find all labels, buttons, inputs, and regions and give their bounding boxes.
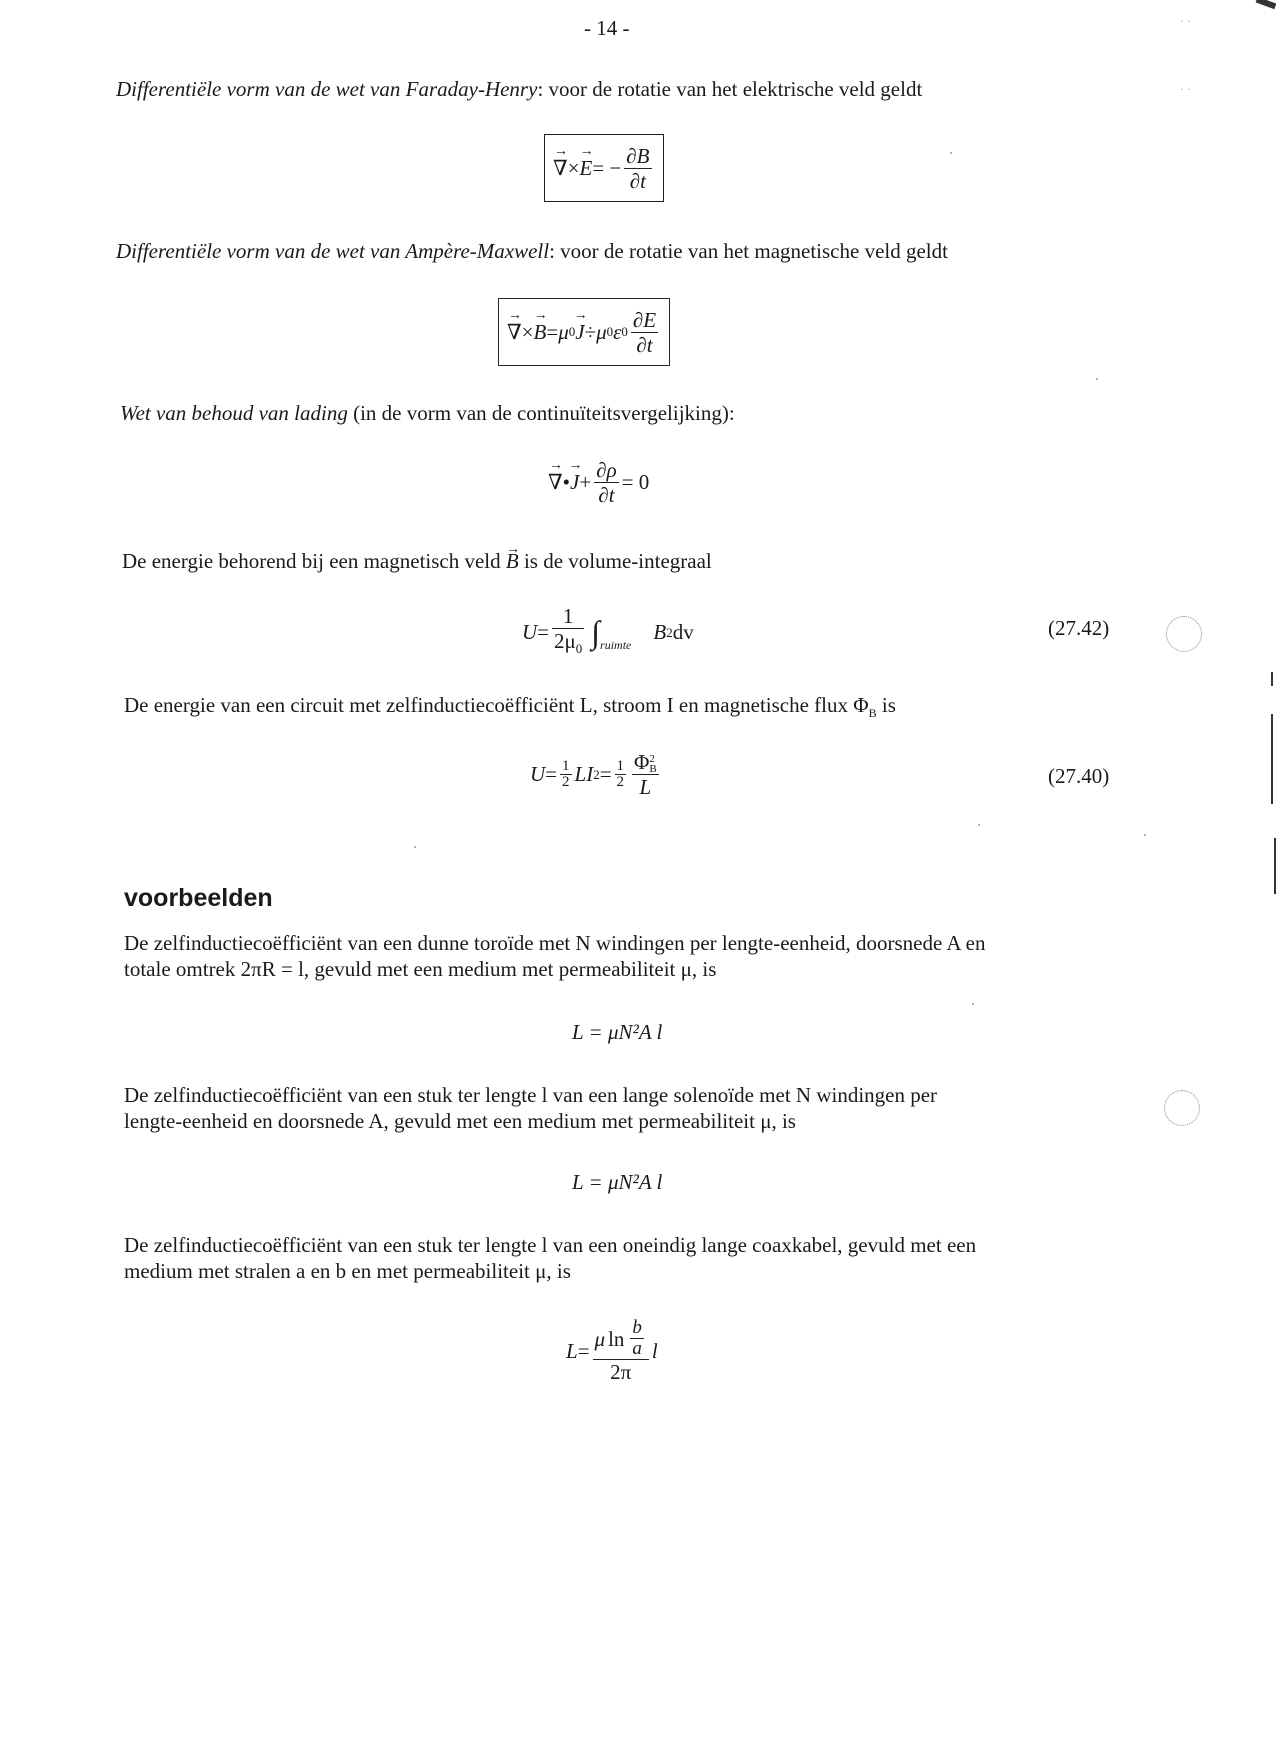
subscript-0: 0 <box>568 324 576 339</box>
den-text: 2μ <box>554 629 576 653</box>
equation-number-27-42: (27.42) <box>1048 616 1110 640</box>
scan-corner-mark <box>1256 0 1276 9</box>
equals-symbol: = <box>546 319 559 344</box>
scan-artifact: · · <box>1180 14 1191 28</box>
faraday-paragraph <box>116 76 922 103</box>
continuity-text: (in de vorm van de continuïteitsvergelijking): <box>347 401 735 425</box>
J-vector: → J <box>575 320 584 345</box>
U-symbol: U <box>530 762 546 787</box>
subscript-0: 0 <box>621 324 628 339</box>
continuity-fraction <box>594 458 618 507</box>
continuity-equation <box>548 458 649 507</box>
half-fraction <box>560 759 572 790</box>
example2-equation: L = μN²A l <box>572 1170 663 1194</box>
energy-field-text: De energie behorend bij een magnetisch veld <box>122 549 506 573</box>
example3-line2: medium met stralen a en b en met permeabiliteit μ, is <box>124 1259 571 1283</box>
B-vector: → B <box>506 548 519 575</box>
subscript-0: 0 <box>575 641 583 657</box>
fraction-denominator: ∂t <box>629 168 646 193</box>
example2-line2: lengte-eenheid en doorsnede A, gevuld met een medium met permeabiliteit μ, is <box>124 1109 796 1133</box>
nabla-symbol: → ∇ <box>548 470 563 495</box>
half-fraction <box>615 759 627 790</box>
fraction-numerator: 1 <box>616 758 625 775</box>
integral-symbol: ∫ <box>591 614 601 651</box>
phi-symbol: Φ <box>634 750 650 774</box>
J-vector: → J <box>570 470 579 495</box>
energy-circuit-text: De energie van een circuit met zelfinductiecoëfficiënt L, stroom I en magnetische flux Φ <box>124 693 869 717</box>
fraction-denominator: ∂t <box>598 483 615 507</box>
page-number: - 14 - <box>584 16 630 40</box>
fraction-denominator: 2π <box>610 1360 632 1384</box>
equals-zero: = 0 <box>621 470 650 494</box>
speck <box>950 152 952 154</box>
fraction-denominator: a <box>632 1338 642 1359</box>
fraction-numerator: b <box>632 1317 642 1338</box>
energy-field-equation <box>522 604 694 661</box>
ampere-equation <box>498 298 670 366</box>
equals-symbol: = <box>599 762 612 787</box>
fraction-numerator: ∂ρ <box>596 458 617 482</box>
faraday-equation <box>544 134 664 202</box>
fraction-denominator: 2 <box>616 774 625 791</box>
fraction-numerator: ∂B <box>626 143 650 168</box>
B-symbol: B <box>653 620 667 645</box>
fraction-denominator: ∂t <box>636 332 653 357</box>
speck <box>978 824 980 826</box>
continuity-title: Wet van behoud van lading <box>120 401 348 425</box>
fraction-numerator <box>593 1318 649 1360</box>
coax-fraction <box>593 1318 649 1384</box>
mu-symbol: μ <box>594 1326 606 1351</box>
equals-minus: = − <box>592 155 622 180</box>
fraction-denominator: L <box>639 775 652 800</box>
ln-symbol: ln <box>608 1326 625 1351</box>
fraction-numerator: ∂E <box>632 307 657 332</box>
scan-edge-line <box>1271 672 1273 686</box>
fraction-numerator: 1 <box>552 604 584 629</box>
U-symbol: U <box>522 620 538 645</box>
ampere-title: Differentiële vorm van de wet van Ampère-Maxwell <box>116 239 550 263</box>
speck <box>1144 834 1146 836</box>
scan-edge-line <box>1274 838 1276 894</box>
plus-symbol: ÷ <box>584 319 597 344</box>
example1-equation: L = μN²A l <box>572 1020 663 1044</box>
fraction-denominator <box>552 629 584 661</box>
scan-hole-mark <box>1166 616 1202 652</box>
scan-edge-line <box>1271 714 1273 804</box>
scan-hole-mark <box>1164 1090 1200 1126</box>
equals-symbol: = <box>537 620 550 645</box>
times-symbol: × <box>567 155 580 180</box>
example3-equation <box>566 1318 658 1384</box>
faraday-text: : voor de rotatie van het elektrische veld geldt <box>537 77 923 101</box>
speck <box>972 1003 974 1005</box>
fraction-denominator: 2 <box>562 774 570 791</box>
nabla-symbol: → ∇ <box>507 320 522 345</box>
subscript-0: 0 <box>606 324 614 339</box>
subscript-B: B <box>649 763 657 776</box>
speck <box>1096 378 1098 380</box>
speck <box>414 846 416 848</box>
dv-symbol: dv <box>672 620 694 645</box>
LI-symbol: LI <box>574 762 594 787</box>
continuity-paragraph <box>120 400 735 427</box>
plus-symbol: + <box>579 470 592 494</box>
faraday-title: Differentiële vorm van de wet van Faraday-Henry <box>116 77 538 101</box>
example1-line1: De zelfinductiecoëfficiënt van een dunne toroïde met N windingen per lengte-eenheid, doorsnede A en <box>124 931 986 955</box>
nabla-symbol: → ∇ <box>553 156 568 181</box>
L-symbol: L <box>566 1338 578 1363</box>
equals-symbol: = <box>577 1338 590 1363</box>
phi-fraction <box>632 750 659 799</box>
scan-artifact: · · <box>1180 82 1191 96</box>
energy-circuit-equation <box>530 750 662 799</box>
B-vector: → B <box>534 320 547 345</box>
fraction-numerator <box>632 750 659 775</box>
energy-field-text-end: is de volume-integraal <box>518 549 712 573</box>
times-symbol: × <box>521 319 534 344</box>
fraction-numerator: 1 <box>562 758 570 775</box>
superscript-2: 2 <box>649 753 655 766</box>
ampere-paragraph <box>116 238 948 265</box>
ampere-text: : voor de rotatie van het magnetische veld geldt <box>549 239 948 263</box>
b-over-a-fraction <box>630 1318 644 1359</box>
l-symbol: l <box>651 1338 658 1363</box>
ampere-fraction <box>631 308 658 357</box>
superscript-2: 2 <box>666 624 673 640</box>
example2-line1: De zelfinductiecoëfficiënt van een stuk ter lengte l van een lange solenoïde met N windingen per <box>124 1083 938 1107</box>
epsilon-symbol: ε <box>613 319 622 344</box>
equals-symbol: = <box>545 762 558 787</box>
example3-line1: De zelfinductiecoëfficiënt van een stuk ter lengte l van een oneindig lange coaxkabel, gevuld met een <box>124 1233 977 1257</box>
energy-circuit-text-end: is <box>876 693 896 717</box>
E-vector: → E <box>580 156 593 181</box>
equation-number-27-40: (27.40) <box>1048 764 1110 788</box>
mu-symbol: μ <box>596 319 607 344</box>
faraday-fraction <box>624 144 651 193</box>
integral-domain: ruimte <box>600 638 632 653</box>
section-heading: voorbeelden <box>124 884 273 912</box>
example1-line2: totale omtrek 2πR = l, gevuld met een medium met permeabiliteit μ, is <box>124 957 717 981</box>
energy-fraction <box>552 604 584 661</box>
energy-circuit-paragraph <box>124 692 896 727</box>
mu-symbol: μ <box>558 319 569 344</box>
dot-symbol: • <box>562 470 571 494</box>
superscript-2: 2 <box>593 766 600 782</box>
energy-field-paragraph <box>122 548 712 575</box>
subscript-B: B <box>868 706 877 721</box>
